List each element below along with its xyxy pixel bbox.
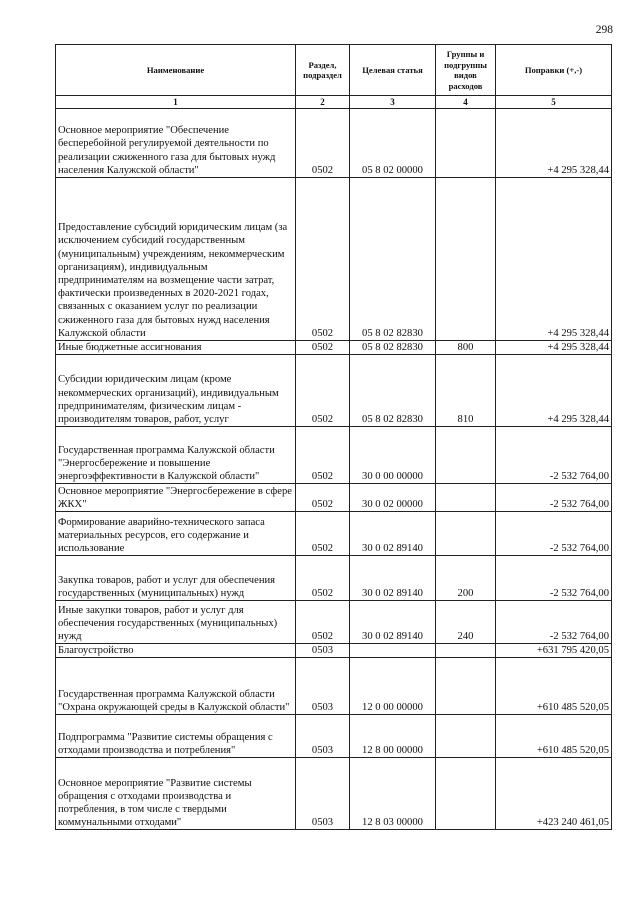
page-number: 298 [595, 24, 613, 36]
row-group [436, 427, 496, 484]
row-section: 0503 [296, 644, 350, 658]
table-row [56, 644, 612, 658]
table-row [56, 355, 612, 427]
row-group: 800 [436, 341, 496, 355]
table-row [56, 427, 612, 484]
row-group [436, 178, 496, 341]
header-section: Раздел, подраздел [296, 45, 350, 96]
row-amount: -2 532 764,00 [496, 512, 612, 556]
table-row [56, 178, 612, 341]
row-article: 12 8 00 00000 [350, 715, 436, 758]
row-name: Подпрограмма "Развитие системы обращения с отходами производства и потребления" [56, 715, 296, 758]
row-section: 0503 [296, 658, 350, 715]
table-row [56, 109, 612, 178]
row-group [436, 512, 496, 556]
row-name: Основное мероприятие "Энергосбережение в сфере ЖКХ" [56, 484, 296, 512]
row-amount: +423 240 461,05 [496, 758, 612, 830]
row-article [350, 644, 436, 658]
row-section: 0503 [296, 758, 350, 830]
row-name: Государственная программа Калужской области "Охрана окружающей среды в Калужской области" [56, 658, 296, 715]
table-row [56, 341, 612, 355]
header-amendments: Поправки (+,-) [496, 45, 612, 96]
row-amount: +631 795 420,05 [496, 644, 612, 658]
row-group: 810 [436, 355, 496, 427]
row-section: 0503 [296, 715, 350, 758]
row-amount: -2 532 764,00 [496, 601, 612, 644]
row-group [436, 109, 496, 178]
row-name: Иные закупки товаров, работ и услуг для обеспечения государственных (муниципальных) нужд [56, 601, 296, 644]
row-name: Предоставление субсидий юридическим лицам (за исключением субсидий государственным (муниципальным) учреждениям, некоммерческим организациям), индивидуальным предпринимателям на возмещение части затрат, фактически произведенных в 2020-2021 годах, связанных с оказанием услуг по реализации сжиженного газа для бытовых нужд населения Калужской области [56, 178, 296, 341]
header-name: Наименование [56, 45, 296, 96]
row-name: Благоустройство [56, 644, 296, 658]
column-number: 3 [350, 96, 436, 109]
row-group [436, 484, 496, 512]
table-row [56, 758, 612, 830]
budget-amendments-table [55, 44, 612, 830]
column-number: 4 [436, 96, 496, 109]
row-section: 0502 [296, 601, 350, 644]
row-name: Иные бюджетные ассигнования [56, 341, 296, 355]
row-group [436, 644, 496, 658]
row-group [436, 758, 496, 830]
row-amount: -2 532 764,00 [496, 427, 612, 484]
row-name: Закупка товаров, работ и услуг для обеспечения государственных (муниципальных) нужд [56, 556, 296, 601]
row-article: 05 8 02 82830 [350, 341, 436, 355]
row-article: 12 0 00 00000 [350, 658, 436, 715]
row-section: 0502 [296, 484, 350, 512]
row-section: 0502 [296, 341, 350, 355]
row-amount: +610 485 520,05 [496, 715, 612, 758]
table-row [56, 601, 612, 644]
row-name: Основное мероприятие "Развитие системы обращения с отходами производства и потребления, в том числе с твердыми коммунальными отходами" [56, 758, 296, 830]
row-amount: +4 295 328,44 [496, 355, 612, 427]
row-section: 0502 [296, 355, 350, 427]
row-amount: +4 295 328,44 [496, 341, 612, 355]
column-number-row [56, 96, 612, 109]
row-amount: +610 485 520,05 [496, 658, 612, 715]
row-amount: -2 532 764,00 [496, 556, 612, 601]
column-number: 5 [496, 96, 612, 109]
table-row [56, 484, 612, 512]
table-row [56, 715, 612, 758]
row-amount: +4 295 328,44 [496, 178, 612, 341]
header-article: Целевая статья [350, 45, 436, 96]
row-section: 0502 [296, 512, 350, 556]
row-section: 0502 [296, 556, 350, 601]
row-name: Формирование аварийно-технического запаса материальных ресурсов, его содержание и использование [56, 512, 296, 556]
row-section: 0502 [296, 427, 350, 484]
row-article: 05 8 02 82830 [350, 355, 436, 427]
header-groups: Группы и подгруппы видов расходов [436, 45, 496, 96]
row-article: 30 0 02 89140 [350, 512, 436, 556]
row-section: 0502 [296, 109, 350, 178]
row-name: Субсидии юридическим лицам (кроме некоммерческих организаций), индивидуальным предпринимателям, физическим лицам - производителям товаров, работ, услуг [56, 355, 296, 427]
row-article: 12 8 03 00000 [350, 758, 436, 830]
row-group: 200 [436, 556, 496, 601]
row-name: Основное мероприятие "Обеспечение бесперебойной регулируемой деятельности по реализации сжиженного газа для бытовых нужд населения Калужской области" [56, 109, 296, 178]
row-name: Государственная программа Калужской области "Энергосбережение и повышение энергоэффективности в Калужской области" [56, 427, 296, 484]
row-article: 30 0 00 00000 [350, 427, 436, 484]
row-article: 30 0 02 89140 [350, 601, 436, 644]
row-article: 05 8 02 82830 [350, 178, 436, 341]
header-row [56, 45, 612, 96]
row-article: 30 0 02 89140 [350, 556, 436, 601]
column-number: 1 [56, 96, 296, 109]
row-group [436, 658, 496, 715]
table-row [56, 512, 612, 556]
row-amount: -2 532 764,00 [496, 484, 612, 512]
row-article: 05 8 02 00000 [350, 109, 436, 178]
row-group [436, 715, 496, 758]
table-row [56, 556, 612, 601]
table-row [56, 658, 612, 715]
row-article: 30 0 02 00000 [350, 484, 436, 512]
row-group: 240 [436, 601, 496, 644]
column-number: 2 [296, 96, 350, 109]
row-section: 0502 [296, 178, 350, 341]
row-amount: +4 295 328,44 [496, 109, 612, 178]
